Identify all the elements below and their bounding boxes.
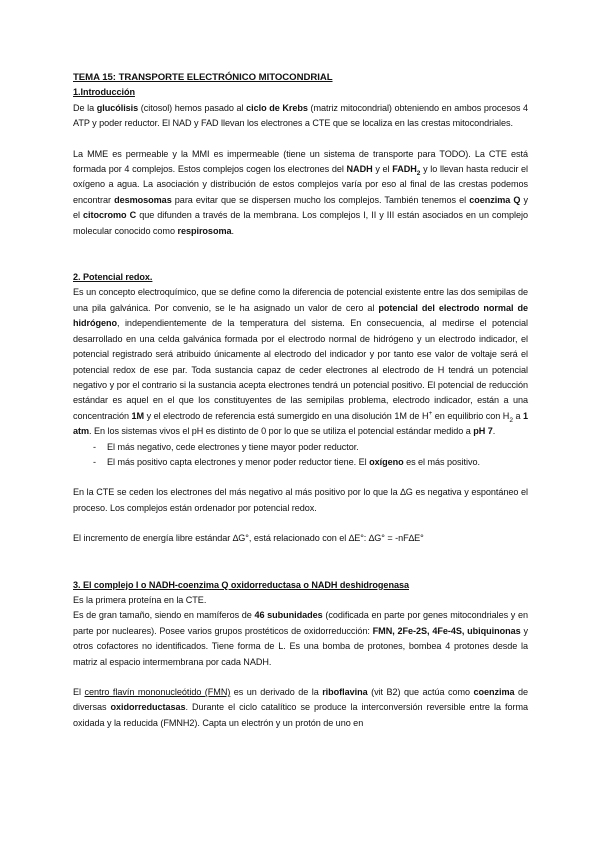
section-2-paragraph-3: El incremento de energía libre estándar ∆G°, está relacionado con el ∆E°: ∆G° = -nF∆E°	[73, 533, 424, 544]
section-1-paragraph-2: La MME es permeable y la MMI es impermeable (tiene un sistema de transporte para TODO). La CTE está formada por 4 complejos. Estos complejos cogen los electrones del NADH y el $FADH_2$ y lo llevan hasta reducir el oxígeno a agua. La asociación y distribución de estos complejos varía por eso al final de las crestas podemos encontrar desmosomas para evitar que se dispersen mucho los complejos. También tenemos el coenzima Q y el citocromo C que difunden a través de la membrana. Los complejos I, II y III están asociados en un complejo molecular conocido como respirosoma.	[73, 148, 529, 236]
section-2-heading: 2. Potencial redox.	[73, 272, 153, 283]
section-3-paragraph-2: Es de gran tamaño, siendo en mamíferos de 46 subunidades (codificada en parte por genes mitocondriales y en parte por nucleares). Posee varios grupos prostéticos de oxidorreducción: FMN, 2Fe-2S, 4Fe-4S, ubiquinonas y otros cofactores no identificados. Tiene forma de L. Es una bomba de protones, bombea 4 protones desde la matriz al espacio intermembrana por cada NADH.	[73, 610, 528, 667]
section-2-paragraph-1: Es un concepto electroquímico, que se define como la diferencia de potencial existente entre las dos semipilas de una pila galvánica. Por convenio, se le ha asignado un valor de cero al potencial del electrodo normal de hidrógeno, independientemente de la temperatura del sistema. En consecuencia, al medirse el potencial desarrollado en una celda galvánica formada por el electrodo normal de hidrógeno y un electrodo indicador, el potencial registrado será atribuido únicamente al electrodo del indicador y por tanto ese valor de voltaje será el potencial redox de ese par. Toda sustancia capaz de ceder electrones al electrodo de H tendrá un potencial negativo y por el contrario si la sustancia acepta electrones tendrá un potencial positivo. El potencial de reducción estándar es aquel en el que los constituyentes de las semipilas problema, electrodo indicador, están a una concentración 1M y el electrodo de referencia está sumergido en una disolución 1M de H+ en equilibrio con $H_2$ a 1 atm. En los sistemas vivos el pH es distinto de 0 por lo que se utiliza el potencial estándar medido a pH 7.	[73, 287, 529, 437]
section-2-paragraph-2: En la CTE se ceden los electrones del más negativo al más positivo por lo que la ∆G es negativa y espontáneo el proceso. Los complejos están ordenador por potencial redox.	[73, 487, 528, 513]
section-3-paragraph-1: Es la primera proteína en la CTE.	[73, 594, 207, 605]
section-1-heading: 1.Introducción	[73, 87, 135, 98]
section-3-paragraph-3: El centro flavín mononucleótido (FMN) es un derivado de la riboflavina (vit B2) que actúa como coenzima de diversas oxidorreductasas. Durante el ciclo catalítico se produce la interconversión reversible entre la forma oxidada y la reducida (FMNH2). Capta un electrón y un protón de uno en	[73, 687, 529, 728]
document-body	[73, 70, 528, 731]
document-title: TEMA 15: TRANSPORTE ELECTRÓNICO MITOCONDRIAL	[73, 72, 333, 83]
list-item: - El más positivo capta electrones y menor poder reductor tiene. El oxígeno es el más positivo.	[93, 455, 528, 470]
list-item: - El más negativo, cede electrones y tiene mayor poder reductor.	[93, 440, 528, 455]
section-2-bullet-list	[73, 440, 528, 471]
section-1-paragraph-1: De la glucólisis (citosol) hemos pasado al ciclo de Krebs (matriz mitocondrial) obteniendo en ambos procesos 4 ATP y poder reductor. El NAD y FAD llevan los electrones a CTE que se localiza en las crestas mitocondriales.	[73, 102, 528, 129]
section-3-heading: 3. El complejo I o NADH-coenzima Q oxidorreductasa o NADH deshidrogenasa	[73, 579, 409, 590]
